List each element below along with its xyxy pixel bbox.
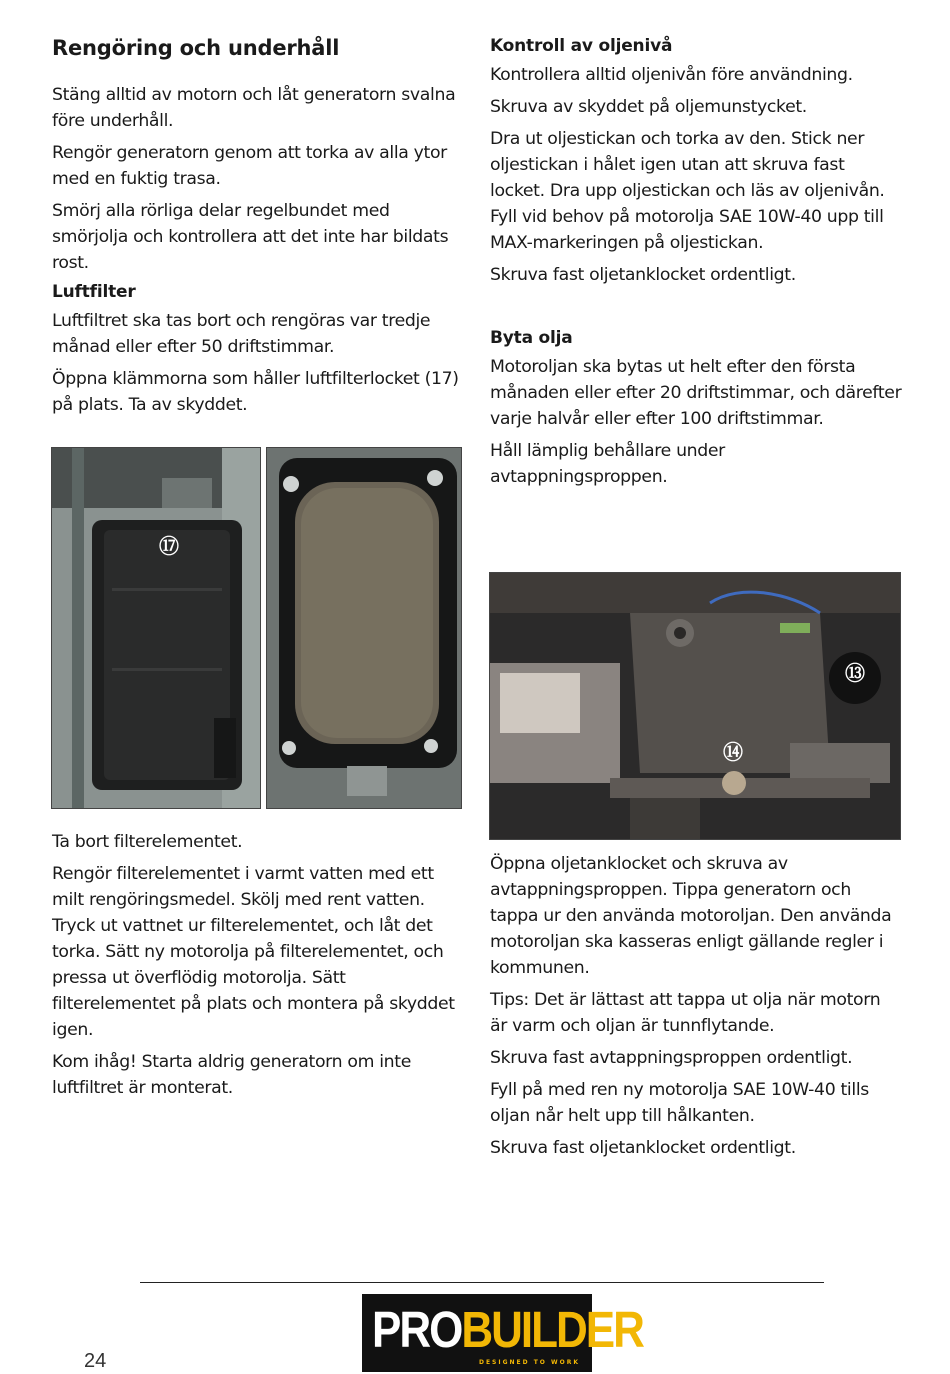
paragraph: Rengör filterelementet i varmt vatten med ett milt rengöringsmedel. Skölj med rent vatten. Tryck ut vattnet ur filterelementet, och låt det torka. Sätt ny motorolja på filterelementet, och pressa ut överflödig motorolja. Sätt filterelementet på plats och montera på skyddet igen. <box>52 864 455 1040</box>
left-column <box>52 32 464 424</box>
paragraph: Skruva av skyddet på oljemunstycket. <box>490 97 807 117</box>
paragraph: Kom ihåg! Starta aldrig generatorn om inte luftfiltret är monterat. <box>52 1052 411 1098</box>
air-filter-cover-photo <box>51 447 261 809</box>
paragraph: Kontrollera alltid oljenivån före användning. <box>490 65 853 85</box>
right-column-lower <box>490 851 902 1167</box>
paragraph: Tips: Det är lättast att tappa ut olja när motorn är varm och oljan är tunnflytande. <box>490 990 881 1036</box>
right-column <box>490 36 902 496</box>
left-column-lower <box>52 829 464 1107</box>
callout-17: ⑰ <box>159 534 179 558</box>
oil-drain-plug-photo <box>489 572 901 840</box>
logo-pro: PRO <box>372 1302 462 1359</box>
paragraph: Håll lämplig behållare under avtappningsproppen. <box>490 441 725 487</box>
logo-tagline: DESIGNED TO WORK <box>478 1359 580 1366</box>
section-heading: Rengöring och underhåll <box>52 36 340 60</box>
logo-wordmark <box>372 1302 643 1360</box>
paragraph: Luftfiltret ska tas bort och rengöras var tredje månad eller efter 50 driftstimmar. <box>52 311 431 357</box>
logo-builder: BUILDER <box>461 1302 643 1359</box>
callout-14: ⑭ <box>723 740 743 764</box>
paragraph: Skruva fast oljetanklocket ordentligt. <box>490 265 796 285</box>
callout-13: ⑬ <box>845 661 865 685</box>
paragraph: Smörj alla rörliga delar regelbundet med smörjolja och kontrollera att det inte har bildats rost. <box>52 201 449 273</box>
paragraph: Skruva fast avtappningsproppen ordentligt. <box>490 1048 853 1068</box>
subheading-luftfilter: Luftfilter <box>52 282 136 302</box>
paragraph: Fyll på med ren ny motorolja SAE 10W-40 tills oljan når helt upp till hålkanten. <box>490 1080 869 1126</box>
paragraph: Skruva fast oljetanklocket ordentligt. <box>490 1138 796 1158</box>
paragraph: Ta bort filterelementet. <box>52 832 243 852</box>
page-number: 24 <box>84 1350 107 1372</box>
probuilder-logo <box>362 1294 643 1372</box>
air-filter-element-photo <box>266 447 462 809</box>
subheading-byta-olja: Byta olja <box>490 328 573 348</box>
paragraph: Rengör generatorn genom att torka av alla ytor med en fuktig trasa. <box>52 143 447 189</box>
paragraph: Öppna klämmorna som håller luftfilterlocket (17) på plats. Ta av skyddet. <box>52 369 459 415</box>
subheading-kontroll: Kontroll av oljenivå <box>490 36 673 56</box>
paragraph: Motoroljan ska bytas ut helt efter den första månaden eller efter 20 driftstimmar, och därefter varje halvår eller efter 100 driftstimmar. <box>490 357 902 429</box>
footer-divider <box>140 1282 824 1283</box>
paragraph: Öppna oljetanklocket och skruva av avtappningsproppen. Tippa generatorn och tappa ur den använda motoroljan. Den använda motoroljan ska kasseras enligt gällande regler i kommunen. <box>490 854 892 978</box>
paragraph: Dra ut oljestickan och torka av den. Stick ner oljestickan i hålet igen utan att skruva fast locket. Dra upp oljestickan och läs av oljenivån. Fyll vid behov på motorolja SAE 10W-40 upp till MAX-markeringen på oljestickan. <box>490 129 885 253</box>
paragraph: Stäng alltid av motorn och låt generatorn svalna före underhåll. <box>52 85 456 131</box>
